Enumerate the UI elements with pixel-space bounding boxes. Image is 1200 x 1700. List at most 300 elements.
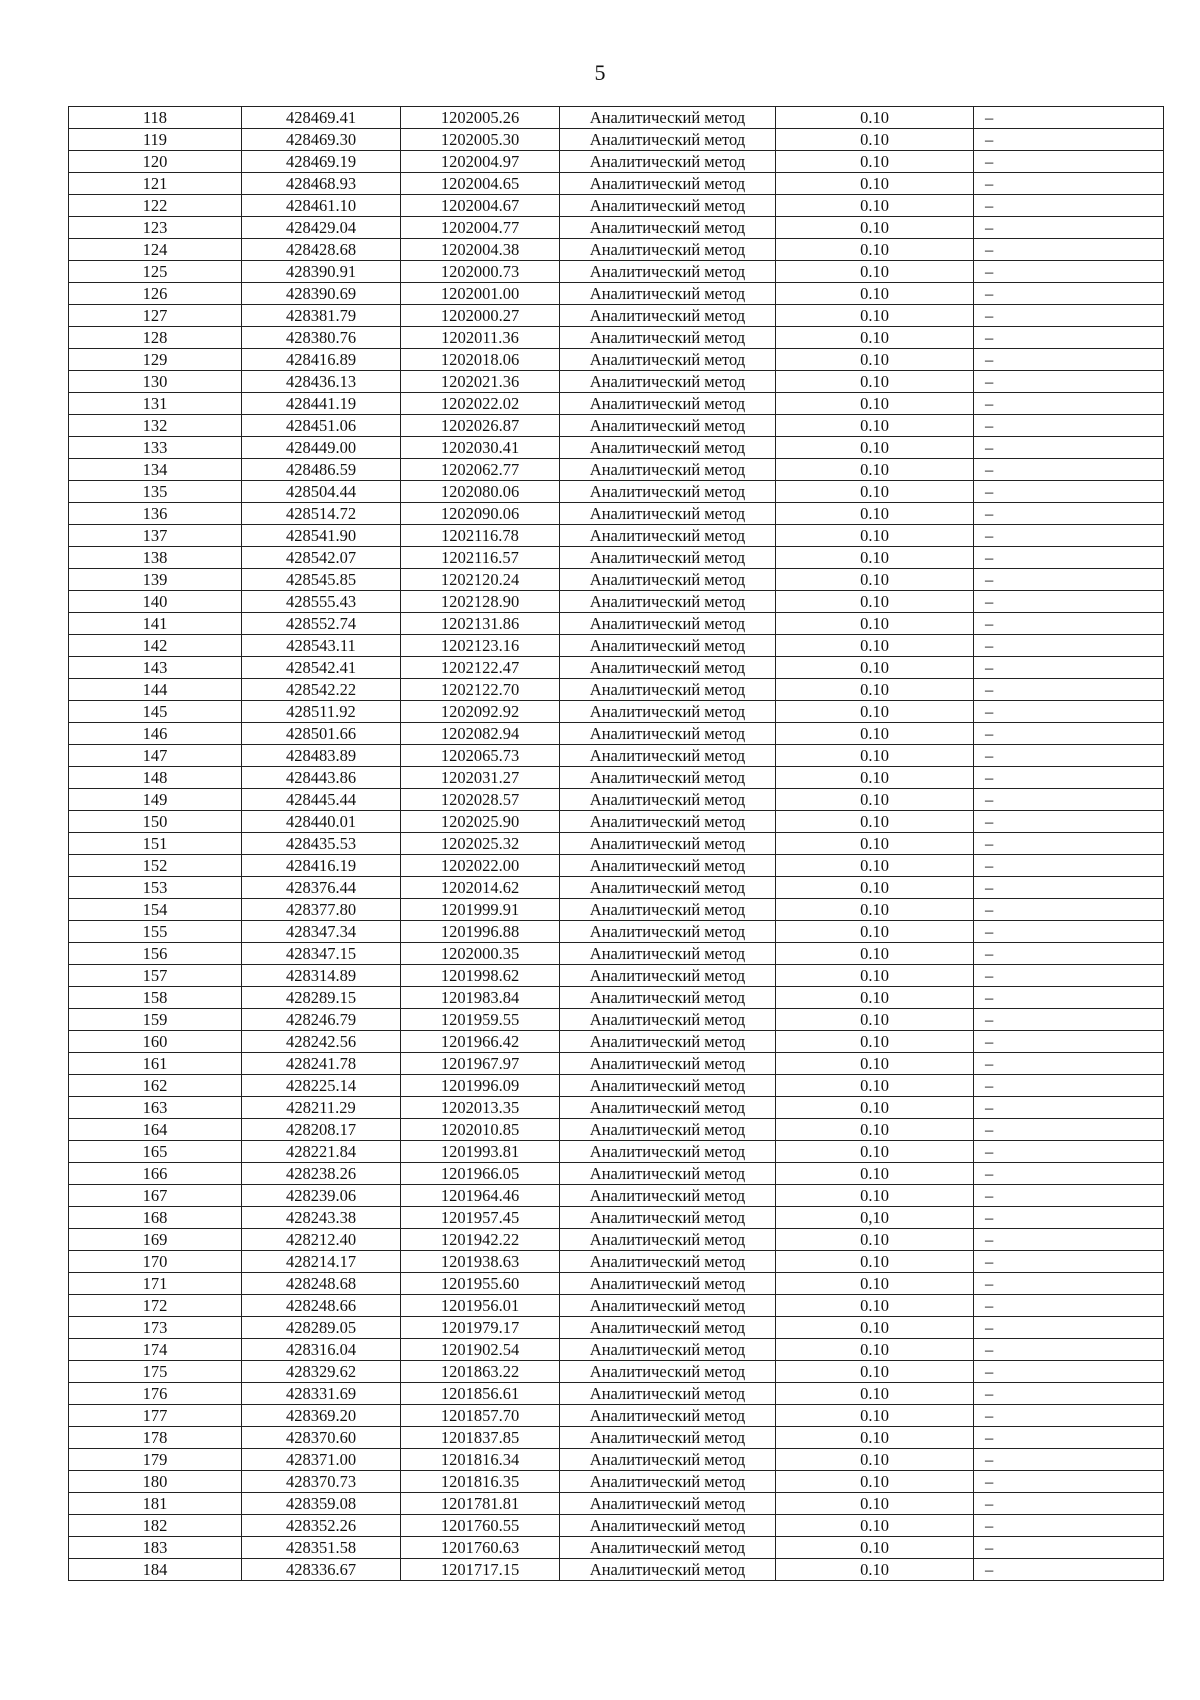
note-cell: –: [974, 1053, 1164, 1075]
point-number-cell: 160: [69, 1031, 242, 1053]
accuracy-cell: 0.10: [776, 1163, 974, 1185]
x-coordinate-cell: 428243.38: [242, 1207, 401, 1229]
x-coordinate-cell: 428208.17: [242, 1119, 401, 1141]
method-cell: Аналитический метод: [560, 833, 776, 855]
y-coordinate-cell: 1202004.67: [401, 195, 560, 217]
y-coordinate-cell: 1201760.55: [401, 1515, 560, 1537]
y-coordinate-cell: 1202000.73: [401, 261, 560, 283]
note-cell: –: [974, 613, 1164, 635]
note-cell: –: [974, 217, 1164, 239]
y-coordinate-cell: 1202025.32: [401, 833, 560, 855]
accuracy-cell: 0.10: [776, 261, 974, 283]
accuracy-cell: 0.10: [776, 437, 974, 459]
method-cell: Аналитический метод: [560, 239, 776, 261]
note-cell: –: [974, 591, 1164, 613]
note-cell: –: [974, 107, 1164, 129]
y-coordinate-cell: 1201967.97: [401, 1053, 560, 1075]
method-cell: Аналитический метод: [560, 349, 776, 371]
table-row: [69, 1427, 1164, 1449]
x-coordinate-cell: 428436.13: [242, 371, 401, 393]
point-number-cell: 135: [69, 481, 242, 503]
note-cell: –: [974, 327, 1164, 349]
accuracy-cell: 0.10: [776, 1339, 974, 1361]
method-cell: Аналитический метод: [560, 1295, 776, 1317]
accuracy-cell: 0.10: [776, 283, 974, 305]
accuracy-cell: 0.10: [776, 1361, 974, 1383]
x-coordinate-cell: 428371.00: [242, 1449, 401, 1471]
y-coordinate-cell: 1202082.94: [401, 723, 560, 745]
note-cell: –: [974, 965, 1164, 987]
y-coordinate-cell: 1202013.35: [401, 1097, 560, 1119]
x-coordinate-cell: 428336.67: [242, 1559, 401, 1581]
x-coordinate-cell: 428289.15: [242, 987, 401, 1009]
table-row: [69, 239, 1164, 261]
x-coordinate-cell: 428377.80: [242, 899, 401, 921]
table-row: [69, 635, 1164, 657]
point-number-cell: 151: [69, 833, 242, 855]
point-number-cell: 175: [69, 1361, 242, 1383]
table-row: [69, 1207, 1164, 1229]
point-number-cell: 130: [69, 371, 242, 393]
table-row: [69, 965, 1164, 987]
table-row: [69, 987, 1164, 1009]
y-coordinate-cell: 1201902.54: [401, 1339, 560, 1361]
point-number-cell: 154: [69, 899, 242, 921]
method-cell: Аналитический метод: [560, 569, 776, 591]
table-row: [69, 349, 1164, 371]
x-coordinate-cell: 428543.11: [242, 635, 401, 657]
method-cell: Аналитический метод: [560, 283, 776, 305]
table-row: [69, 415, 1164, 437]
y-coordinate-cell: 1202005.26: [401, 107, 560, 129]
table-row: [69, 1361, 1164, 1383]
x-coordinate-cell: 428221.84: [242, 1141, 401, 1163]
x-coordinate-cell: 428225.14: [242, 1075, 401, 1097]
method-cell: Аналитический метод: [560, 591, 776, 613]
method-cell: Аналитический метод: [560, 1339, 776, 1361]
point-number-cell: 140: [69, 591, 242, 613]
method-cell: Аналитический метод: [560, 173, 776, 195]
table-row: [69, 107, 1164, 129]
table-row: [69, 921, 1164, 943]
y-coordinate-cell: 1201998.62: [401, 965, 560, 987]
note-cell: –: [974, 1185, 1164, 1207]
x-coordinate-cell: 428441.19: [242, 393, 401, 415]
method-cell: Аналитический метод: [560, 1075, 776, 1097]
note-cell: –: [974, 1119, 1164, 1141]
method-cell: Аналитический метод: [560, 217, 776, 239]
coordinates-table-body: [69, 107, 1164, 1581]
x-coordinate-cell: 428429.04: [242, 217, 401, 239]
point-number-cell: 155: [69, 921, 242, 943]
note-cell: –: [974, 503, 1164, 525]
x-coordinate-cell: 428469.19: [242, 151, 401, 173]
point-number-cell: 133: [69, 437, 242, 459]
method-cell: Аналитический метод: [560, 1559, 776, 1581]
note-cell: –: [974, 481, 1164, 503]
x-coordinate-cell: 428435.53: [242, 833, 401, 855]
y-coordinate-cell: 1202028.57: [401, 789, 560, 811]
accuracy-cell: 0.10: [776, 547, 974, 569]
method-cell: Аналитический метод: [560, 525, 776, 547]
x-coordinate-cell: 428380.76: [242, 327, 401, 349]
accuracy-cell: 0.10: [776, 503, 974, 525]
table-row: [69, 1405, 1164, 1427]
y-coordinate-cell: 1202122.47: [401, 657, 560, 679]
note-cell: –: [974, 1097, 1164, 1119]
table-row: [69, 151, 1164, 173]
y-coordinate-cell: 1201816.34: [401, 1449, 560, 1471]
x-coordinate-cell: 428316.04: [242, 1339, 401, 1361]
table-row: [69, 1097, 1164, 1119]
note-cell: –: [974, 1493, 1164, 1515]
accuracy-cell: 0.10: [776, 877, 974, 899]
method-cell: Аналитический метод: [560, 393, 776, 415]
point-number-cell: 161: [69, 1053, 242, 1075]
accuracy-cell: 0.10: [776, 349, 974, 371]
accuracy-cell: 0.10: [776, 327, 974, 349]
table-row: [69, 943, 1164, 965]
table-row: [69, 613, 1164, 635]
method-cell: Аналитический метод: [560, 1251, 776, 1273]
method-cell: Аналитический метод: [560, 437, 776, 459]
note-cell: –: [974, 1031, 1164, 1053]
x-coordinate-cell: 428445.44: [242, 789, 401, 811]
method-cell: Аналитический метод: [560, 613, 776, 635]
accuracy-cell: 0.10: [776, 921, 974, 943]
y-coordinate-cell: 1202004.77: [401, 217, 560, 239]
table-row: [69, 261, 1164, 283]
note-cell: –: [974, 1427, 1164, 1449]
y-coordinate-cell: 1201856.61: [401, 1383, 560, 1405]
y-coordinate-cell: 1202031.27: [401, 767, 560, 789]
point-number-cell: 141: [69, 613, 242, 635]
x-coordinate-cell: 428238.26: [242, 1163, 401, 1185]
method-cell: Аналитический метод: [560, 635, 776, 657]
point-number-cell: 172: [69, 1295, 242, 1317]
table-row: [69, 327, 1164, 349]
accuracy-cell: 0.10: [776, 1449, 974, 1471]
method-cell: Аналитический метод: [560, 701, 776, 723]
point-number-cell: 144: [69, 679, 242, 701]
table-row: [69, 679, 1164, 701]
accuracy-cell: 0.10: [776, 635, 974, 657]
point-number-cell: 167: [69, 1185, 242, 1207]
y-coordinate-cell: 1201966.42: [401, 1031, 560, 1053]
x-coordinate-cell: 428352.26: [242, 1515, 401, 1537]
method-cell: Аналитический метод: [560, 679, 776, 701]
y-coordinate-cell: 1202004.97: [401, 151, 560, 173]
table-row: [69, 1317, 1164, 1339]
point-number-cell: 157: [69, 965, 242, 987]
method-cell: Аналитический метод: [560, 129, 776, 151]
method-cell: Аналитический метод: [560, 1515, 776, 1537]
table-row: [69, 1493, 1164, 1515]
accuracy-cell: 0.10: [776, 965, 974, 987]
note-cell: –: [974, 1273, 1164, 1295]
method-cell: Аналитический метод: [560, 855, 776, 877]
accuracy-cell: 0.10: [776, 1141, 974, 1163]
table-row: [69, 525, 1164, 547]
accuracy-cell: 0.10: [776, 745, 974, 767]
accuracy-cell: 0.10: [776, 1559, 974, 1581]
y-coordinate-cell: 1202116.57: [401, 547, 560, 569]
point-number-cell: 184: [69, 1559, 242, 1581]
note-cell: –: [974, 569, 1164, 591]
y-coordinate-cell: 1202022.02: [401, 393, 560, 415]
point-number-cell: 147: [69, 745, 242, 767]
point-number-cell: 166: [69, 1163, 242, 1185]
note-cell: –: [974, 635, 1164, 657]
point-number-cell: 139: [69, 569, 242, 591]
y-coordinate-cell: 1201781.81: [401, 1493, 560, 1515]
table-row: [69, 723, 1164, 745]
note-cell: –: [974, 1295, 1164, 1317]
x-coordinate-cell: 428359.08: [242, 1493, 401, 1515]
accuracy-cell: 0.10: [776, 569, 974, 591]
point-number-cell: 178: [69, 1427, 242, 1449]
accuracy-cell: 0.10: [776, 1515, 974, 1537]
y-coordinate-cell: 1202004.65: [401, 173, 560, 195]
method-cell: Аналитический метод: [560, 459, 776, 481]
y-coordinate-cell: 1201979.17: [401, 1317, 560, 1339]
x-coordinate-cell: 428241.78: [242, 1053, 401, 1075]
note-cell: –: [974, 877, 1164, 899]
note-cell: –: [974, 855, 1164, 877]
method-cell: Аналитический метод: [560, 1427, 776, 1449]
method-cell: Аналитический метод: [560, 1383, 776, 1405]
note-cell: –: [974, 745, 1164, 767]
note-cell: –: [974, 1207, 1164, 1229]
method-cell: Аналитический метод: [560, 987, 776, 1009]
accuracy-cell: 0.10: [776, 151, 974, 173]
y-coordinate-cell: 1202021.36: [401, 371, 560, 393]
method-cell: Аналитический метод: [560, 1185, 776, 1207]
table-row: [69, 371, 1164, 393]
x-coordinate-cell: 428511.92: [242, 701, 401, 723]
x-coordinate-cell: 428242.56: [242, 1031, 401, 1053]
accuracy-cell: 0.10: [776, 1075, 974, 1097]
accuracy-cell: 0.10: [776, 987, 974, 1009]
accuracy-cell: 0.10: [776, 1471, 974, 1493]
accuracy-cell: 0.10: [776, 789, 974, 811]
x-coordinate-cell: 428469.41: [242, 107, 401, 129]
point-number-cell: 174: [69, 1339, 242, 1361]
point-number-cell: 136: [69, 503, 242, 525]
y-coordinate-cell: 1202065.73: [401, 745, 560, 767]
note-cell: –: [974, 921, 1164, 943]
note-cell: –: [974, 1163, 1164, 1185]
accuracy-cell: 0.10: [776, 833, 974, 855]
x-coordinate-cell: 428390.91: [242, 261, 401, 283]
method-cell: Аналитический метод: [560, 1229, 776, 1251]
note-cell: –: [974, 1339, 1164, 1361]
accuracy-cell: 0,10: [776, 1207, 974, 1229]
point-number-cell: 126: [69, 283, 242, 305]
table-row: [69, 767, 1164, 789]
point-number-cell: 119: [69, 129, 242, 151]
table-row: [69, 129, 1164, 151]
y-coordinate-cell: 1202123.16: [401, 635, 560, 657]
note-cell: –: [974, 283, 1164, 305]
accuracy-cell: 0.10: [776, 129, 974, 151]
method-cell: Аналитический метод: [560, 657, 776, 679]
note-cell: –: [974, 811, 1164, 833]
method-cell: Аналитический метод: [560, 1031, 776, 1053]
point-number-cell: 181: [69, 1493, 242, 1515]
accuracy-cell: 0.10: [776, 525, 974, 547]
y-coordinate-cell: 1201816.35: [401, 1471, 560, 1493]
x-coordinate-cell: 428214.17: [242, 1251, 401, 1273]
method-cell: Аналитический метод: [560, 327, 776, 349]
note-cell: –: [974, 437, 1164, 459]
method-cell: Аналитический метод: [560, 481, 776, 503]
note-cell: –: [974, 657, 1164, 679]
table-row: [69, 547, 1164, 569]
table-row: [69, 569, 1164, 591]
x-coordinate-cell: 428416.19: [242, 855, 401, 877]
note-cell: –: [974, 393, 1164, 415]
table-row: [69, 1471, 1164, 1493]
method-cell: Аналитический метод: [560, 899, 776, 921]
point-number-cell: 180: [69, 1471, 242, 1493]
method-cell: Аналитический метод: [560, 371, 776, 393]
x-coordinate-cell: 428416.89: [242, 349, 401, 371]
note-cell: –: [974, 151, 1164, 173]
accuracy-cell: 0.10: [776, 1537, 974, 1559]
method-cell: Аналитический метод: [560, 415, 776, 437]
accuracy-cell: 0.10: [776, 679, 974, 701]
point-number-cell: 122: [69, 195, 242, 217]
y-coordinate-cell: 1202000.35: [401, 943, 560, 965]
x-coordinate-cell: 428212.40: [242, 1229, 401, 1251]
note-cell: –: [974, 1075, 1164, 1097]
y-coordinate-cell: 1201964.46: [401, 1185, 560, 1207]
y-coordinate-cell: 1202128.90: [401, 591, 560, 613]
accuracy-cell: 0.10: [776, 613, 974, 635]
note-cell: –: [974, 723, 1164, 745]
point-number-cell: 152: [69, 855, 242, 877]
x-coordinate-cell: 428248.68: [242, 1273, 401, 1295]
accuracy-cell: 0.10: [776, 1273, 974, 1295]
y-coordinate-cell: 1201956.01: [401, 1295, 560, 1317]
accuracy-cell: 0.10: [776, 195, 974, 217]
point-number-cell: 137: [69, 525, 242, 547]
note-cell: –: [974, 833, 1164, 855]
note-cell: –: [974, 371, 1164, 393]
note-cell: –: [974, 195, 1164, 217]
accuracy-cell: 0.10: [776, 305, 974, 327]
method-cell: Аналитический метод: [560, 1009, 776, 1031]
method-cell: Аналитический метод: [560, 767, 776, 789]
note-cell: –: [974, 129, 1164, 151]
point-number-cell: 170: [69, 1251, 242, 1273]
x-coordinate-cell: 428347.15: [242, 943, 401, 965]
y-coordinate-cell: 1202011.36: [401, 327, 560, 349]
method-cell: Аналитический метод: [560, 877, 776, 899]
method-cell: Аналитический метод: [560, 1493, 776, 1515]
method-cell: Аналитический метод: [560, 943, 776, 965]
x-coordinate-cell: 428451.06: [242, 415, 401, 437]
point-number-cell: 142: [69, 635, 242, 657]
table-row: [69, 811, 1164, 833]
accuracy-cell: 0.10: [776, 1427, 974, 1449]
point-number-cell: 168: [69, 1207, 242, 1229]
table-row: [69, 173, 1164, 195]
table-row: [69, 877, 1164, 899]
method-cell: Аналитический метод: [560, 195, 776, 217]
y-coordinate-cell: 1202026.87: [401, 415, 560, 437]
x-coordinate-cell: 428428.68: [242, 239, 401, 261]
note-cell: –: [974, 173, 1164, 195]
point-number-cell: 118: [69, 107, 242, 129]
x-coordinate-cell: 428552.74: [242, 613, 401, 635]
note-cell: –: [974, 767, 1164, 789]
coordinates-table: [68, 106, 1164, 1581]
y-coordinate-cell: 1201863.22: [401, 1361, 560, 1383]
note-cell: –: [974, 987, 1164, 1009]
accuracy-cell: 0.10: [776, 657, 974, 679]
y-coordinate-cell: 1201983.84: [401, 987, 560, 1009]
accuracy-cell: 0.10: [776, 1295, 974, 1317]
y-coordinate-cell: 1201857.70: [401, 1405, 560, 1427]
method-cell: Аналитический метод: [560, 1405, 776, 1427]
note-cell: –: [974, 679, 1164, 701]
x-coordinate-cell: 428370.73: [242, 1471, 401, 1493]
table-row: [69, 1119, 1164, 1141]
y-coordinate-cell: 1201996.88: [401, 921, 560, 943]
y-coordinate-cell: 1202022.00: [401, 855, 560, 877]
x-coordinate-cell: 428289.05: [242, 1317, 401, 1339]
x-coordinate-cell: 428314.89: [242, 965, 401, 987]
table-row: [69, 437, 1164, 459]
accuracy-cell: 0.10: [776, 393, 974, 415]
accuracy-cell: 0.10: [776, 107, 974, 129]
point-number-cell: 125: [69, 261, 242, 283]
note-cell: –: [974, 261, 1164, 283]
accuracy-cell: 0.10: [776, 767, 974, 789]
accuracy-cell: 0.10: [776, 1251, 974, 1273]
note-cell: –: [974, 1009, 1164, 1031]
y-coordinate-cell: 1202018.06: [401, 349, 560, 371]
method-cell: Аналитический метод: [560, 1053, 776, 1075]
y-coordinate-cell: 1202005.30: [401, 129, 560, 151]
note-cell: –: [974, 1405, 1164, 1427]
x-coordinate-cell: 428449.00: [242, 437, 401, 459]
table-row: [69, 1141, 1164, 1163]
y-coordinate-cell: 1202000.27: [401, 305, 560, 327]
accuracy-cell: 0.10: [776, 1317, 974, 1339]
note-cell: –: [974, 1515, 1164, 1537]
note-cell: –: [974, 239, 1164, 261]
point-number-cell: 183: [69, 1537, 242, 1559]
point-number-cell: 121: [69, 173, 242, 195]
y-coordinate-cell: 1202116.78: [401, 525, 560, 547]
method-cell: Аналитический метод: [560, 789, 776, 811]
method-cell: Аналитический метод: [560, 921, 776, 943]
y-coordinate-cell: 1202062.77: [401, 459, 560, 481]
table-row: [69, 1339, 1164, 1361]
method-cell: Аналитический метод: [560, 547, 776, 569]
accuracy-cell: 0.10: [776, 371, 974, 393]
point-number-cell: 176: [69, 1383, 242, 1405]
point-number-cell: 120: [69, 151, 242, 173]
x-coordinate-cell: 428347.34: [242, 921, 401, 943]
method-cell: Аналитический метод: [560, 1317, 776, 1339]
point-number-cell: 149: [69, 789, 242, 811]
y-coordinate-cell: 1201999.91: [401, 899, 560, 921]
note-cell: –: [974, 349, 1164, 371]
